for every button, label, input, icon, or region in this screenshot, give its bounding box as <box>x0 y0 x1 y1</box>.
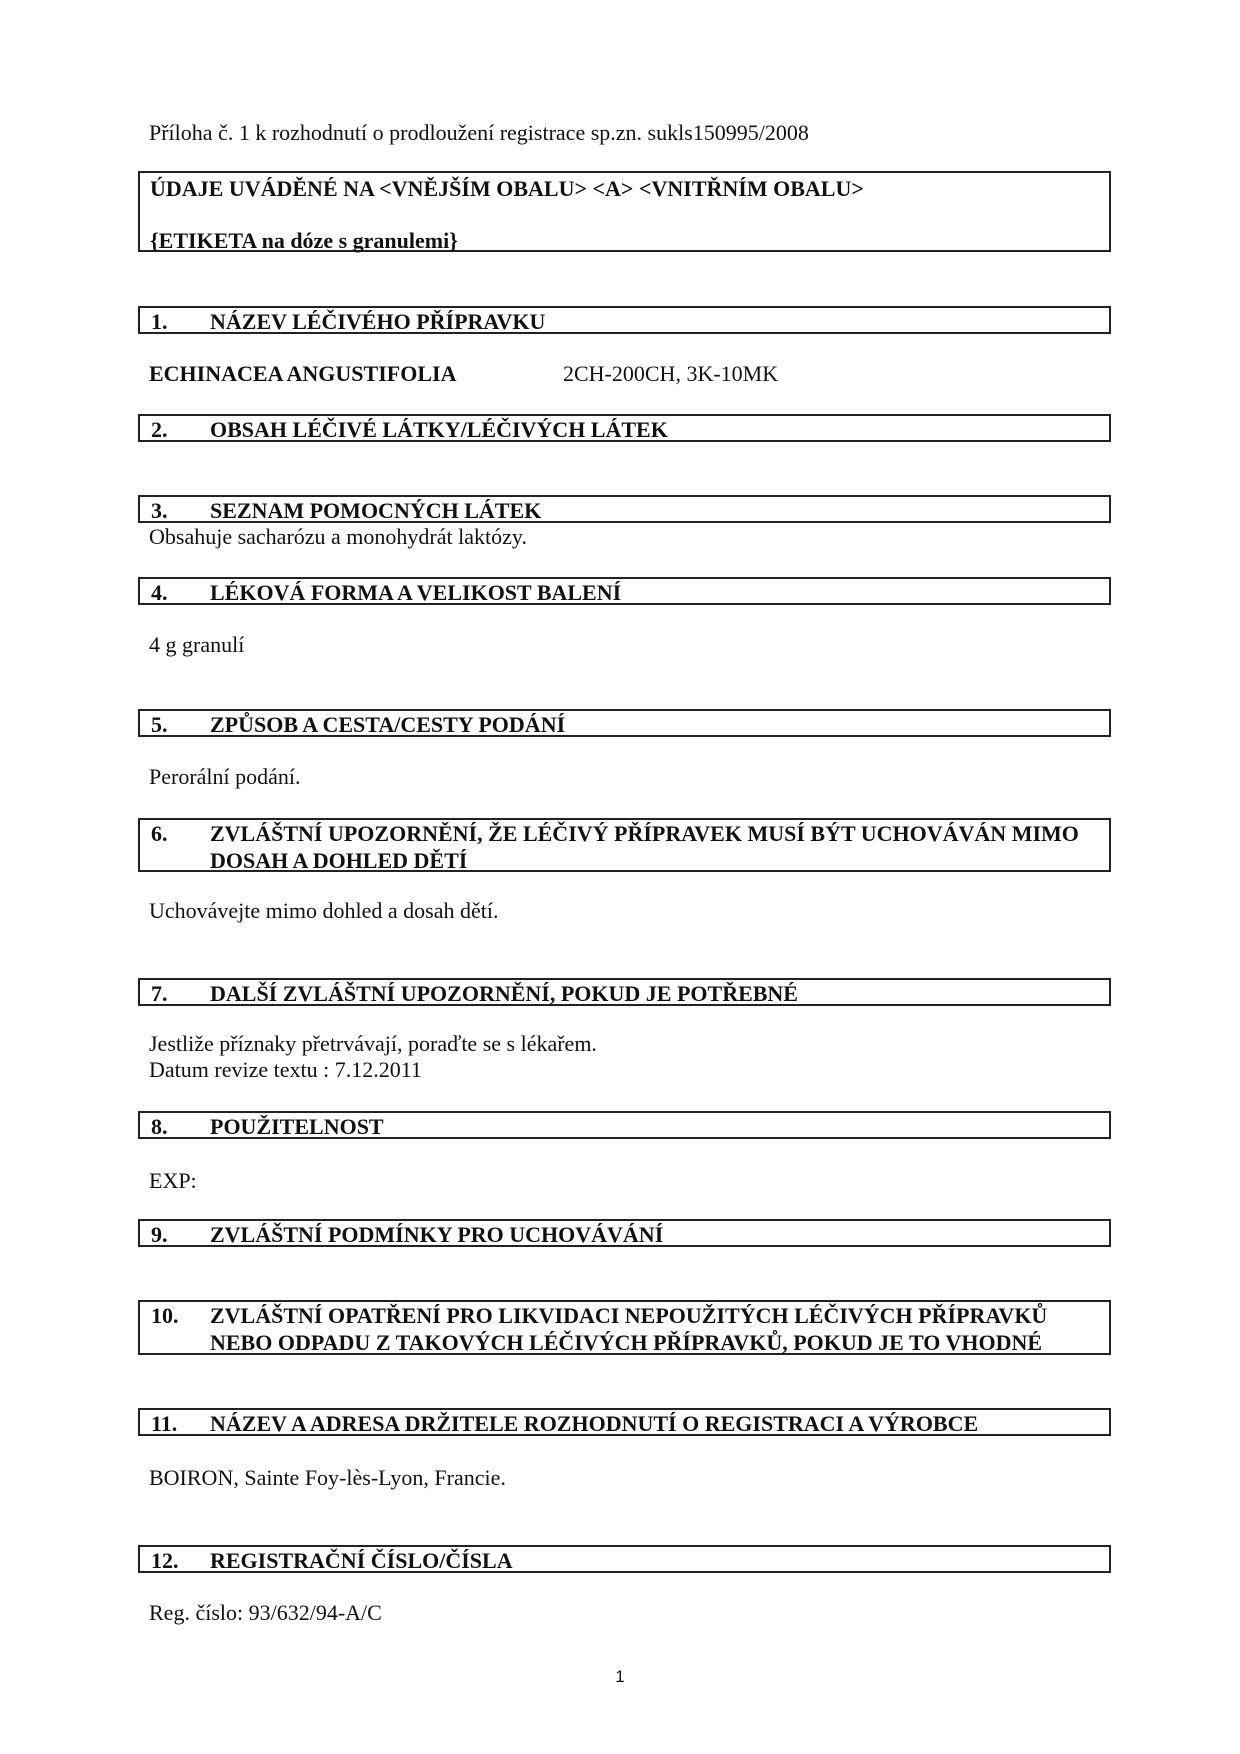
section-3-header <box>138 495 1111 523</box>
packaging-heading: ÚDAJE UVÁDĚNÉ NA <VNĚJŠÍM OBALU> <A> <VNITŘNÍM OBALU> <box>150 176 864 201</box>
section-8-header <box>138 1111 1111 1139</box>
section-title: OBSAH LÉČIVÉ LÁTKY/LÉČIVÝCH LÁTEK <box>210 417 668 442</box>
section-6-header <box>138 818 1111 872</box>
section-number: 12. <box>151 1548 179 1573</box>
section-9-header <box>138 1219 1111 1247</box>
page-number: 1 <box>615 1667 625 1686</box>
section-7-header <box>138 978 1111 1006</box>
section-title: ZVLÁŠTNÍ PODMÍNKY PRO UCHOVÁVÁNÍ <box>210 1222 664 1247</box>
section-12-header <box>138 1545 1111 1573</box>
label-description: {ETIKETA na dóze s granulemi} <box>150 228 458 253</box>
holder-text: BOIRON, Sainte Foy-lès-Lyon, Francie. <box>149 1465 506 1490</box>
section-number: 7. <box>151 981 168 1006</box>
section-title: NÁZEV LÉČIVÉHO PŘÍPRAVKU <box>210 309 546 334</box>
section-title: DALŠÍ ZVLÁŠTNÍ UPOZORNĚNÍ, POKUD JE POTŘEBNÉ <box>210 981 798 1006</box>
section-number: 8. <box>151 1114 168 1139</box>
section-5-header <box>138 709 1111 737</box>
section-title: ZVLÁŠTNÍ OPATŘENÍ PRO LIKVIDACI NEPOUŽITÝCH LÉČIVÝCH PŘÍPRAVKŮ NEBO ODPADU Z TAKOVÝCH LÉČIVÝCH PŘÍPRAVKŮ, POKUD JE TO VHODNÉ <box>210 1303 1048 1355</box>
section-title: ZPŮSOB A CESTA/CESTY PODÁNÍ <box>210 712 566 737</box>
packaging-particulars-box <box>138 171 1111 252</box>
section-number: 6. <box>151 821 168 846</box>
registration-number-text: Reg. číslo: 93/632/94-A/C <box>149 1600 382 1625</box>
expiry-text: EXP: <box>149 1168 197 1193</box>
route-text: Perorální podání. <box>149 764 301 789</box>
section-10-header <box>138 1300 1111 1355</box>
section-2-header <box>138 414 1111 442</box>
pack-size-text: 4 g granulí <box>149 632 245 657</box>
section-number: 4. <box>151 580 168 605</box>
revision-date-text: Datum revize textu : 7.12.2011 <box>149 1057 422 1082</box>
section-title: ZVLÁŠTNÍ UPOZORNĚNÍ, ŽE LÉČIVÝ PŘÍPRAVEK MUSÍ BÝT UCHOVÁVÁN MIMO DOSAH A DOHLED DĚTÍ <box>210 821 1079 873</box>
children-warning-text: Uchovávejte mimo dohled a dosah dětí. <box>149 898 499 923</box>
section-number: 10. <box>151 1303 179 1328</box>
section-title: LÉKOVÁ FORMA A VELIKOST BALENÍ <box>210 580 622 605</box>
section-number: 5. <box>151 712 168 737</box>
section-number: 3. <box>151 498 168 523</box>
section-title: POUŽITELNOST <box>210 1114 384 1139</box>
excipients-text: Obsahuje sacharózu a monohydrát laktózy. <box>149 524 527 549</box>
other-warning-text: Jestliže příznaky přetrvávají, poraďte se s lékařem. <box>149 1031 597 1056</box>
section-1-header <box>138 306 1111 334</box>
section-number: 11. <box>151 1411 178 1436</box>
section-title: SEZNAM POMOCNÝCH LÁTEK <box>210 498 542 523</box>
section-title: NÁZEV A ADRESA DRŽITELE ROZHODNUTÍ O REGISTRACI A VÝROBCE <box>210 1411 979 1436</box>
annex-header-line: Příloha č. 1 k rozhodnutí o prodloužení registrace sp.zn. sukls150995/2008 <box>149 120 809 145</box>
product-name: ECHINACEA ANGUSTIFOLIA <box>149 361 457 386</box>
product-potency: 2CH-200CH, 3K-10MK <box>563 361 779 386</box>
section-title: REGISTRAČNÍ ČÍSLO/ČÍSLA <box>210 1548 513 1573</box>
section-number: 9. <box>151 1222 168 1247</box>
section-11-header <box>138 1408 1111 1436</box>
section-4-header <box>138 577 1111 605</box>
section-number: 2. <box>151 417 168 442</box>
section-number: 1. <box>151 309 168 334</box>
